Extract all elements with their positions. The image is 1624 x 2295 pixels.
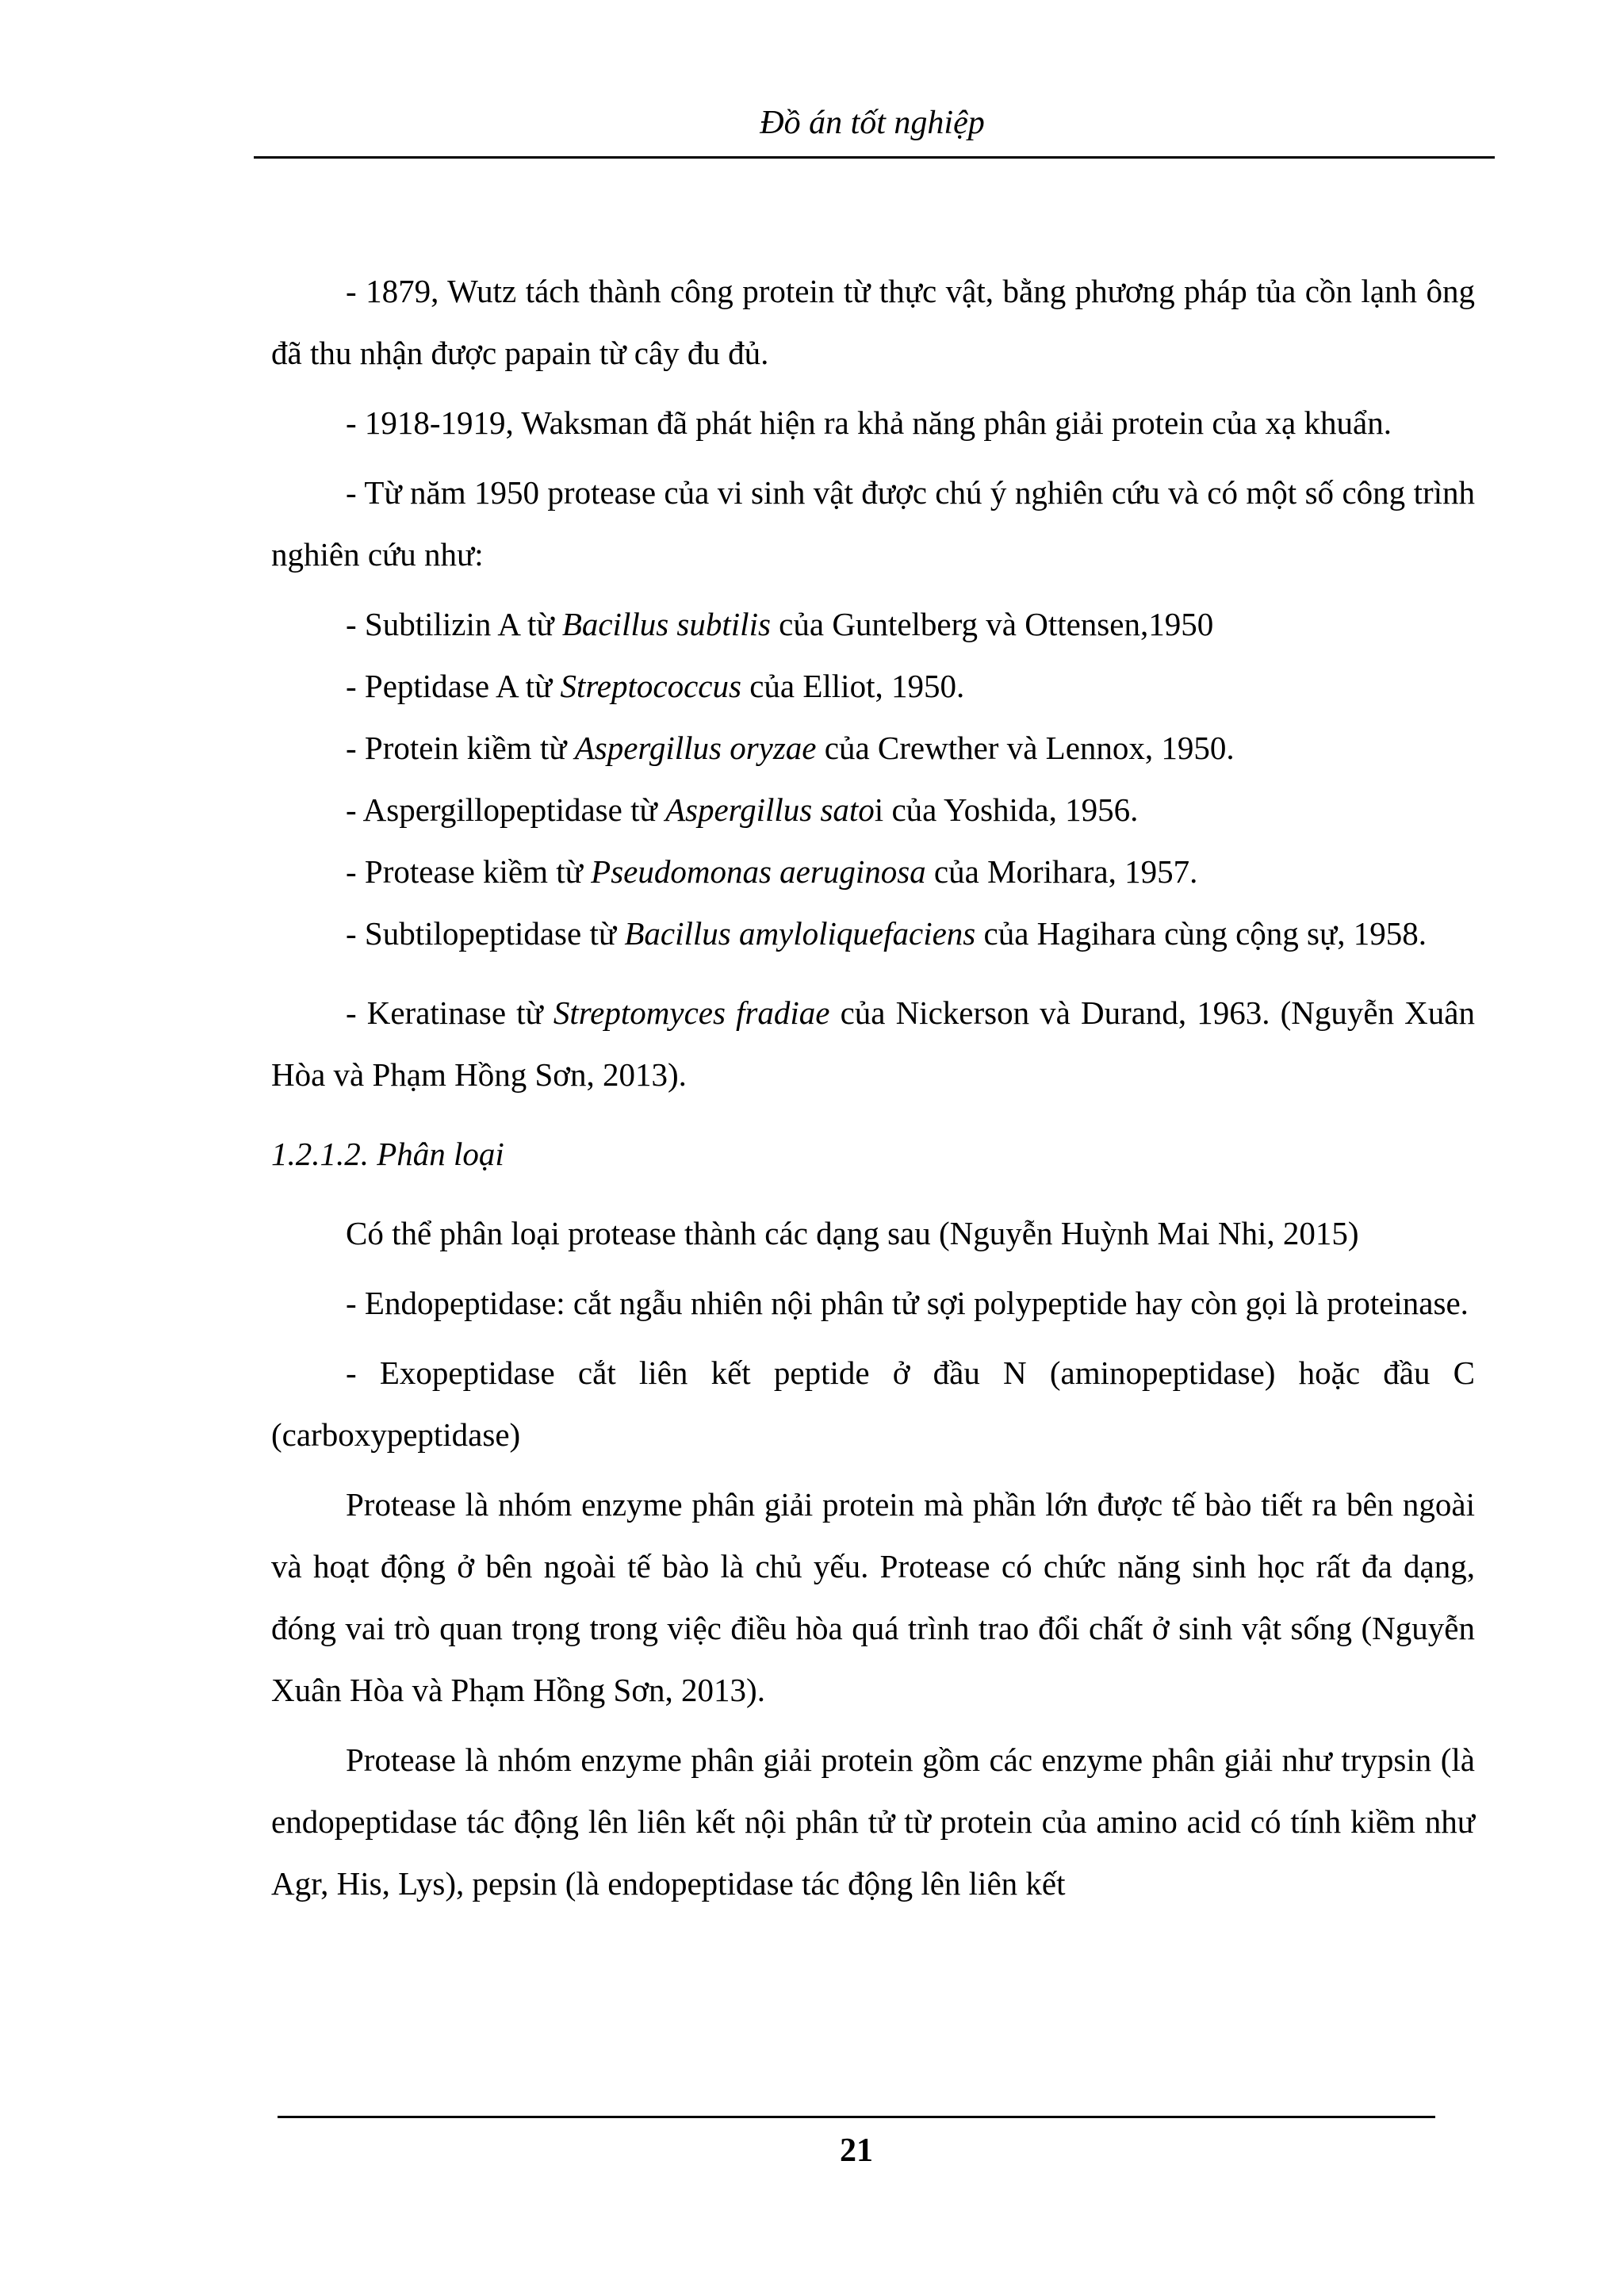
list-item-peptidase-a: [271, 655, 1475, 717]
section-subheading: 1.2.1.2. Phân loại: [271, 1136, 504, 1172]
text: - Peptidase A từ: [346, 668, 561, 704]
species-name: Streptococcus: [560, 668, 741, 704]
text: - Keratinase từ: [346, 994, 553, 1031]
footer-rule: [278, 2116, 1435, 2118]
species-name: Streptomyces fradiae: [553, 994, 830, 1031]
paragraph-protease-types: Protease là nhóm enzyme phân giải protein gồm các enzyme phân giải như trypsin (là endopeptidase tác động lên liên kết nội phân tử từ protein của amino acid có tính kiềm như Agr, His, Lys), pepsin (là endopeptidase tác động lên liên kết: [271, 1741, 1475, 1902]
text: - Protease kiềm từ: [346, 853, 592, 890]
paragraph-classification-intro: Có thể phân loại protease thành các dạng sau (Nguyễn Huỳnh Mai Nhi, 2015): [346, 1215, 1359, 1251]
paragraph-1879: - 1879, Wutz tách thành công protein từ thực vật, bằng phương pháp tủa cồn lạnh ông đã thu nhận được papain từ cây đu đủ.: [271, 273, 1475, 371]
text: i của Yoshida, 1956.: [874, 791, 1139, 828]
paragraph-1918: - 1918-1919, Waksman đã phát hiện ra khả năng phân giải protein của xạ khuẩn.: [346, 404, 1392, 441]
species-name: Bacillus subtilis: [561, 606, 771, 642]
text: của Elliot, 1950.: [741, 668, 965, 704]
text: của Hagihara cùng cộng sự, 1958.: [975, 915, 1427, 952]
paragraph-1950: - Từ năm 1950 protease của vi sinh vật được chú ý nghiên cứu và có một số công trình nghiên cứu như:: [271, 474, 1475, 573]
document-body: [271, 260, 1475, 1914]
list-item-subtilizin: [271, 593, 1475, 655]
text: - Protein kiềm từ: [346, 730, 575, 766]
header-rule: [254, 156, 1495, 159]
list-item-protease-kiem: [271, 841, 1475, 902]
species-name: Pseudomonas aeruginosa: [591, 853, 926, 890]
species-name: Aspergillus sato: [665, 791, 875, 828]
list-item-keratinase: [271, 982, 1475, 1105]
text: - Aspergillopeptidase từ: [346, 791, 665, 828]
header-title: Đồ án tốt nghiệp: [760, 105, 985, 141]
text: của Nickerson và Durand, 1963. (Nguyễn Xuân Hòa và Phạm Hồng Sơn, 2013).: [271, 994, 1475, 1093]
species-name: Aspergillus oryzae: [574, 730, 817, 766]
text: của Morihara, 1957.: [925, 853, 1198, 890]
paragraph-protease-definition: Protease là nhóm enzyme phân giải protein mà phần lớn được tế bào tiết ra bên ngoài và hoạt động ở bên ngoài tế bào là chủ yếu. Protease có chức năng sinh học rất đa dạng, đóng vai trò quan trọng trong việc điều hòa quá trình trao đổi chất ở sinh vật sống (Nguyễn Xuân Hòa và Phạm Hồng Sơn, 2013).: [271, 1486, 1475, 1708]
list-item-protein-kiem: [271, 717, 1475, 779]
page-number: 21: [840, 2132, 873, 2169]
text: của Crewther và Lennox, 1950.: [816, 730, 1235, 766]
species-name: Bacillus amyloliquefaciens: [624, 915, 976, 952]
text: của Guntelberg và Ottensen,1950: [770, 606, 1214, 642]
paragraph-exopeptidase: - Exopeptidase cắt liên kết peptide ở đầu N (aminopeptidase) hoặc đầu C (carboxypeptidase): [271, 1354, 1475, 1453]
paragraph-endopeptidase: - Endopeptidase: cắt ngẫu nhiên nội phân tử sợi polypeptide hay còn gọi là proteinase.: [346, 1285, 1469, 1321]
text: - Subtilizin A từ: [346, 606, 562, 642]
list-item-subtilopeptidase: [271, 902, 1475, 964]
text: - Subtilopeptidase từ: [346, 915, 625, 952]
list-item-aspergillopeptidase: [271, 779, 1475, 841]
